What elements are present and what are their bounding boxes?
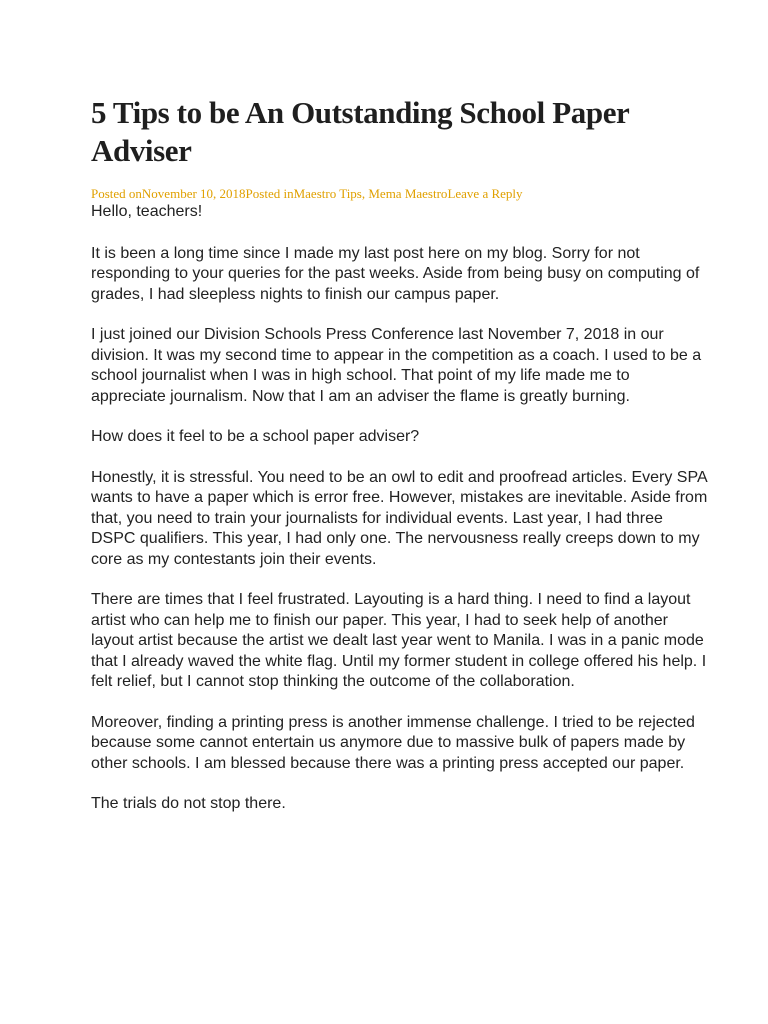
paragraph: Honestly, it is stressful. You need to be an owl to edit and proofread articles. Every SPA wants to have a paper which is error free. However, mistakes are inevitable. Aside from that, you need to train your journalists for individual events. Last year, I had three DSPC qualifiers. This year, I had only one. The nervousness really creeps down to my core as my contestants join their events. xyxy=(91,468,708,568)
paragraph: There are times that I feel frustrated. Layouting is a hard thing. I need to find a layout artist who can help me to finish our paper. This year, I had to seek help of another layout artist because the artist we dealt last year went to Manila. I was in a panic mode that I already waved the white flag. Until my former student in college offered his help. I felt relief, but I cannot stop thinking the outcome of the collaboration. xyxy=(91,591,707,690)
posted-in-label: Posted in xyxy=(245,186,294,201)
paragraph: It is been a long time since I made my last post here on my blog. Sorry for not responding to your queries for the past weeks. Aside from being busy on computing of grades, I had sleepless nights to finish our campus paper. xyxy=(91,244,700,303)
article-title: 5 Tips to be An Outstanding School Paper Adviser xyxy=(91,95,629,168)
paragraph: I just joined our Division Schools Press Conference last November 7, 2018 in our division. It was my second time to appear in the competition as a coach. I used to be a school journalist when I was in high school. That point of my life made me to appreciate journalism. Now that I am an adviser the flame is greatly burning. xyxy=(91,326,702,405)
paragraph: How does it feel to be a school paper adviser? xyxy=(91,428,420,445)
posted-on-label: Posted on xyxy=(91,186,142,201)
paragraph: Moreover, finding a printing press is another immense challenge. I tried to be rejected because some cannot entertain us anymore due to massive bulk of papers made by other schools. I am blessed because there was a printing press accepted our paper. xyxy=(91,713,695,772)
paragraph-greeting: Hello, teachers! xyxy=(91,203,203,220)
paragraph: The trials do not stop there. xyxy=(91,795,286,812)
post-categories-link[interactable]: Maestro Tips, Mema Maestro xyxy=(293,186,448,201)
post-date-link[interactable]: November 10, 2018 xyxy=(141,186,246,201)
article-body xyxy=(91,202,708,815)
post-meta xyxy=(91,186,708,202)
leave-reply-link[interactable]: Leave a Reply xyxy=(447,186,523,201)
